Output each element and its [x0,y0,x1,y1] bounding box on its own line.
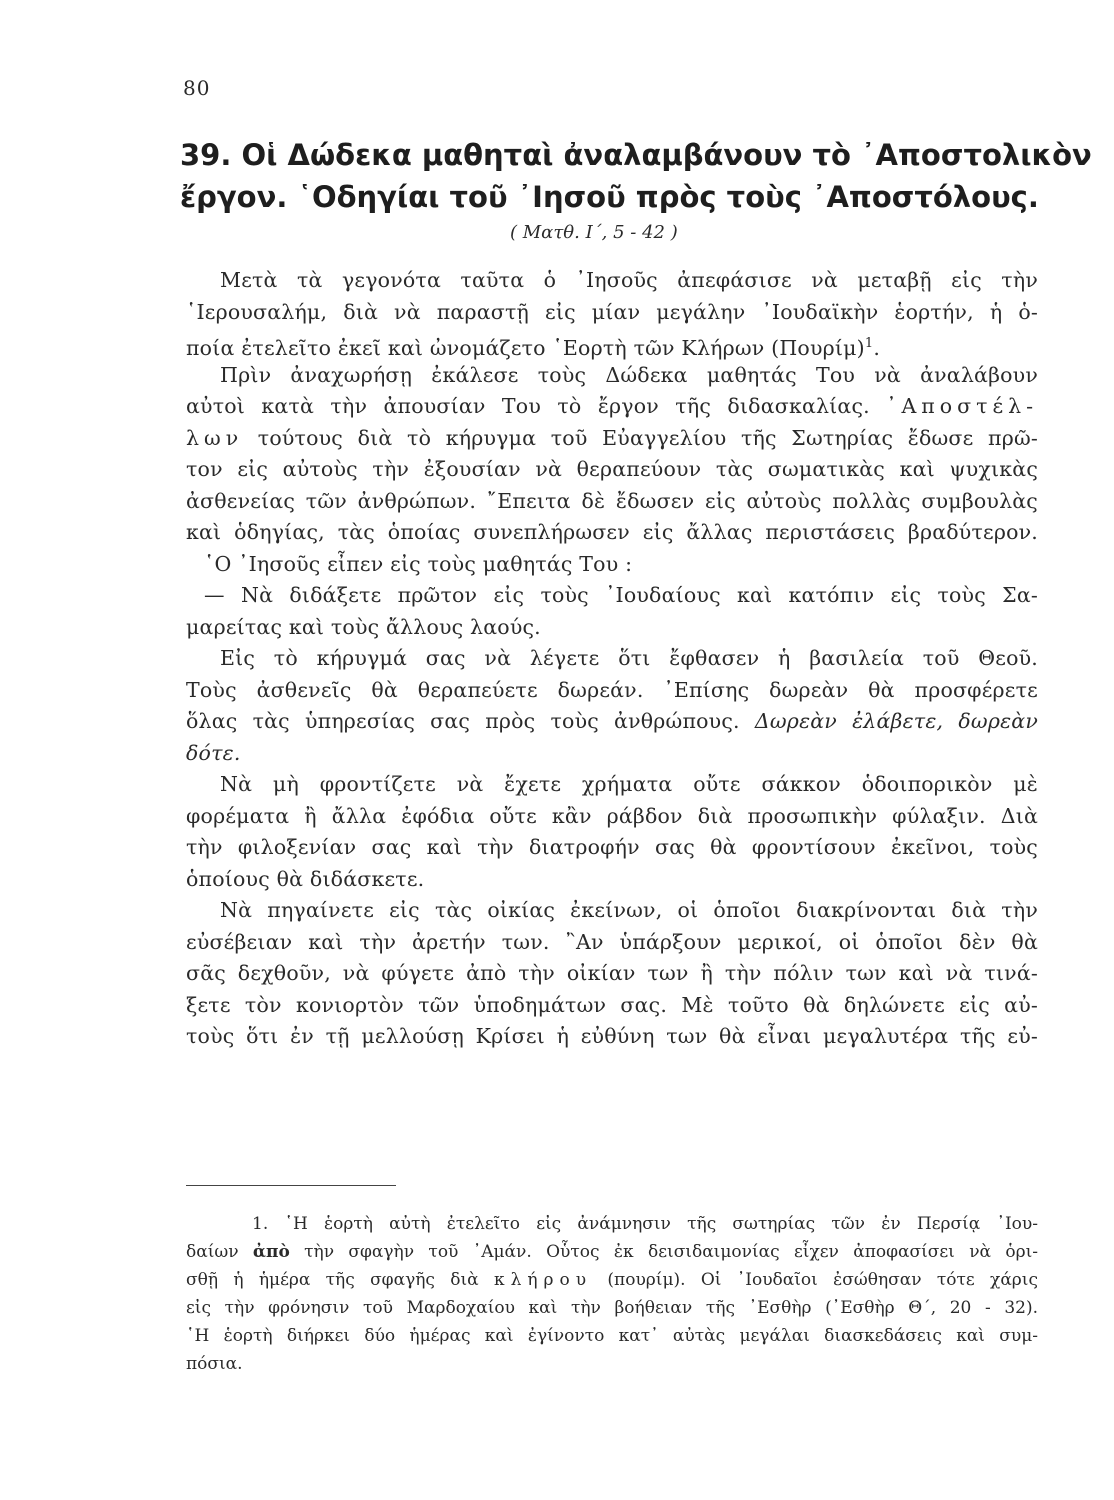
text-line: τοὺς ὅτι ἐν τῇ μελλούσῃ Κρίσει ἡ εὐθύνη των θὰ εἶναι μεγαλυτέρα τῆς εὐ- [186,1024,1038,1048]
emphasis-text: Δωρεὰν ἐλάβετε, δωρεὰν [754,709,1038,733]
text-line: ξετε τὸν κονιορτὸν τῶν ὑποδημάτων σας. Μὲ τοῦτο θὰ δηλώνετε εἰς αὐ- [186,992,1038,1017]
text-line: καὶ ὁδηγίας, τὰς ὁποίας συνεπλήρωσεν εἰς ἄλλας περιστάσεις βραδύτερον. [186,520,1038,544]
text-line: μαρείτας καὶ τοὺς ἄλλους λαούς. [186,614,541,639]
footnote-divider [186,1185,396,1186]
text-segment: . [873,335,881,360]
text-line: Εἰς τὸ κήρυγμά σας νὰ λέγετε ὅτι ἔφθασεν ἡ βασιλεία τοῦ Θεοῦ. [220,646,1038,670]
text-line: Νὰ πηγαίνετε εἰς τὰς οἰκίας ἐκείνων, οἱ ὁποῖοι διακρίνονται διὰ τὴν [220,898,1038,922]
text-line: σᾶς δεχθοῦν, νὰ φύγετε ἀπὸ τὴν οἰκίαν των ἢ τὴν πόλιν των καὶ νὰ τινά- [186,961,1038,985]
footnote-line [186,1266,1038,1294]
bold-text: ἀπὸ [252,1242,290,1262]
text-segment: (πουρίμ). Οἱ ᾿Ιουδαῖοι ἐσώθησαν τότε χάρις [607,1270,1038,1290]
spaced-word: κλήρου [493,1270,593,1290]
scripture-reference: ( Ματθ. Ι΄, 5 - 42 ) [510,222,678,243]
page-number: 80 [183,76,211,100]
text-line: ἀσθενείας τῶν ἀνθρώπων. ῎Επειτα δὲ ἔδωσεν εἰς αὐτοὺς πολλὰς συμβουλὰς [186,488,1038,513]
footnote [186,1210,1038,1378]
text-line: — Νὰ διδάξετε πρῶτον εἰς τοὺς ᾿Ιουδαίους καὶ κατόπιν εἰς τοὺς Σα- [204,583,1038,607]
text-line: φορέματα ἢ ἄλλα ἐφόδια οὔτε κἂν ράβδον διὰ προσωπικὴν φύλαξιν. Διὰ [186,803,1038,828]
page-title [180,134,1092,218]
text-line: Μετὰ τὰ γεγονότα ταῦτα ὁ ᾿Ιησοῦς ἀπεφάσισε νὰ μεταβῇ εἰς τὴν [220,268,1038,292]
text-segment: ποία ἐτελεῖτο ἐκεῖ καὶ ὠνομάζετο ῾Εορτὴ τῶν Κλήρων (Πουρίμ) [186,335,865,360]
footnote-line: πόσια. [186,1354,243,1374]
footnote-line [186,1238,1038,1266]
text-segment: τὴν σφαγὴν τοῦ ᾿Αμάν. Οὗτος ἐκ δεισιδαιμονίας εἶχεν ἀποφασίσει νὰ ὁρι- [304,1242,1038,1262]
text-line: Νὰ μὴ φροντίζετε νὰ ἔχετε χρήματα οὔτε σάκκον ὁδοιπορικὸν μὲ [220,772,1038,796]
text-line: ὁποίους θὰ διδάσκετε. [186,866,425,891]
text-line: ῾Ιερουσαλήμ, διὰ νὰ παραστῇ εἰς μίαν μεγάλην ᾿Ιουδαϊκὴν ἑορτήν, ἡ ὁ- [186,299,1038,324]
text-line: εὐσέβειαν καὶ τὴν ἀρετήν των. ῍Αν ὑπάρξουν μερικοί, οἱ ὁποῖοι δὲν θὰ [186,929,1038,954]
footnote-line: ῾Η ἑορτὴ διήρκει δύο ἡμέρας καὶ ἐγίνοντο κατ᾿ αὐτὰς μεγάλαι διασκεδάσεις καὶ συμ- [186,1326,1038,1346]
body-text [186,265,1038,1053]
text-line: ῾Ο ᾿Ιησοῦς εἶπεν εἰς τοὺς μαθητάς Του : [204,551,633,576]
text-line [186,328,1038,360]
text-line: τον εἰς αὐτοὺς τὴν ἐξουσίαν νὰ θεραπεύουν τὰς σωματικὰς καὶ ψυχικὰς [186,457,1038,481]
text-line: Πρὶν ἀναχωρήσῃ ἐκάλεσε τοὺς Δώδεκα μαθητάς Του νὰ ἀναλάβουν [220,362,1038,387]
text-segment: δαίων [186,1242,239,1262]
spaced-word: λων [186,425,244,450]
text-line: Τοὺς ἀσθενεῖς θὰ θεραπεύετε δωρεάν. ᾿Επίσης δωρεὰν θὰ προσφέρετε [186,677,1038,702]
footnote-line: εἰς τὴν φρόνησιν τοῦ Μαρδοχαίου καὶ τὴν βοήθειαν τῆς ᾿Εσθὴρ (᾿Εσθὴρ Θ΄, 20 - 32). [186,1298,1038,1318]
text-segment: τούτους διὰ τὸ κήρυγμα τοῦ Εὐαγγελίου τῆς Σωτηρίας ἔδωσε πρῶ- [257,425,1039,450]
text-segment: σθῇ ἡ ἡμέρα τῆς σφαγῆς διὰ [186,1270,479,1290]
title-line: 39. Οἱ Δώδεκα μαθηταὶ ἀναλαμβάνουν τὸ ᾿Αποστολικὸν [180,138,1092,172]
text-segment: αὐτοὶ κατὰ τὴν ἀπουσίαν Του τὸ ἔργον τῆς διδασκαλίας. [186,394,870,418]
title-line: ἔργον. ῾Οδηγίαι τοῦ ᾿Ιησοῦ πρὸς τοὺς ᾿Αποστόλους. [180,180,1039,214]
spaced-word: ᾿Αποστέλ- [886,394,1038,418]
text-segment: ὅλας τὰς ὑπηρεσίας σας πρὸς τοὺς ἀνθρώπους. [186,709,740,733]
text-line [186,391,1038,423]
footnote-marker: 1 [864,336,874,351]
text-line: δότε. [186,740,241,765]
text-line: τὴν φιλοξενίαν σας καὶ τὴν διατροφήν σας θὰ φροντίσουν ἐκεῖνοι, τοὺς [186,835,1038,859]
text-line [186,423,1038,455]
text-line [186,706,1038,738]
footnote-line: 1. ῾Η ἑορτὴ αὐτὴ ἐτελεῖτο εἰς ἀνάμνησιν τῆς σωτηρίας τῶν ἐν Περσίᾳ ᾿Ιου- [252,1214,1038,1234]
